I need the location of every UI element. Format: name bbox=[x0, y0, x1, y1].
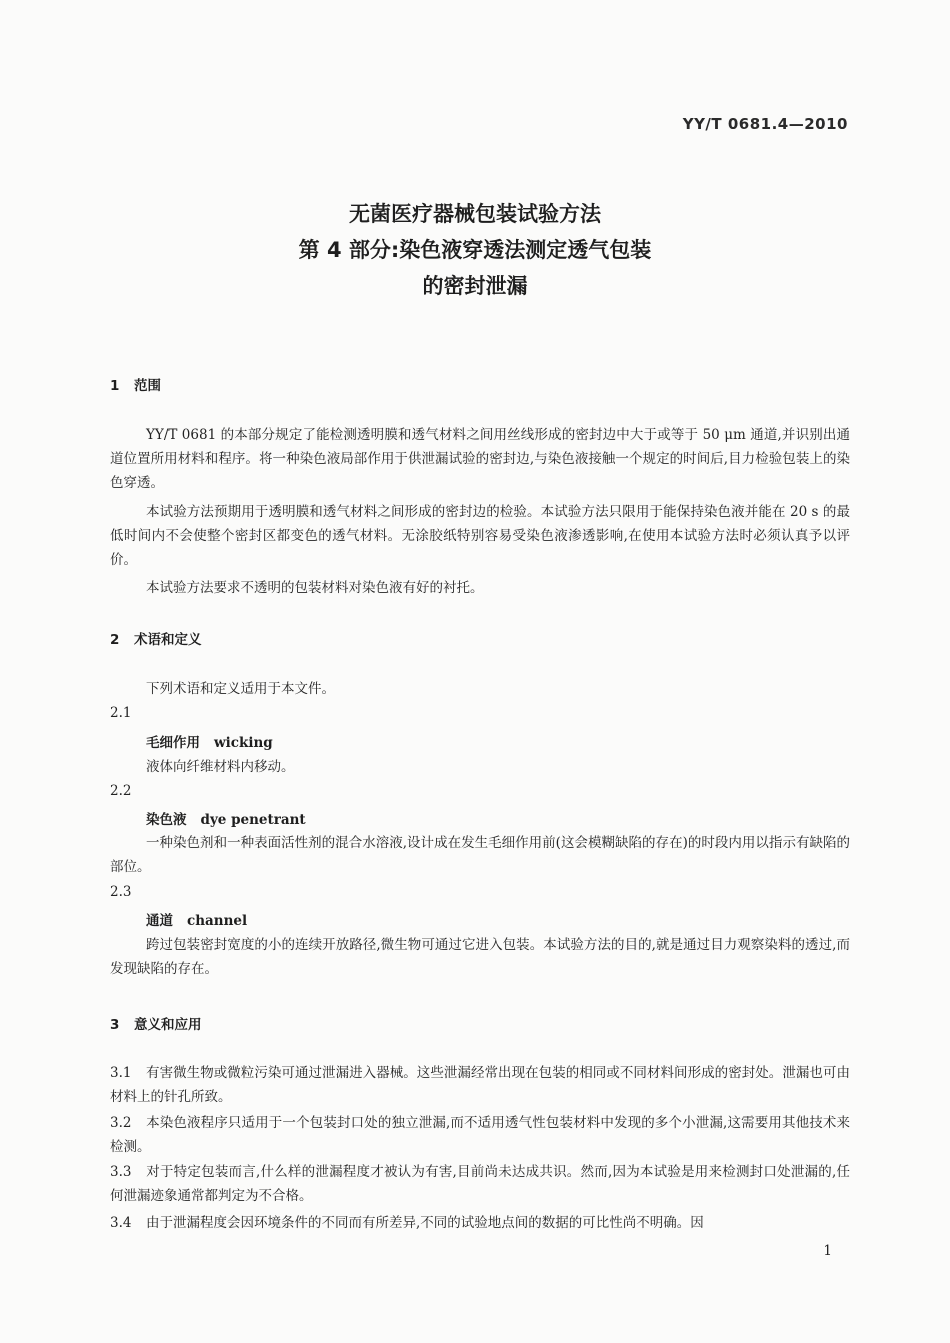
clause-text: 对于特定包装而言,什么样的泄漏程度才被认为有害,目前尚未达成共识。然而,因为本试验是用来检测封口处泄漏的,任何泄漏迹象通常都判定为不合格。 bbox=[110, 1164, 850, 1204]
clause-3-3 bbox=[110, 1160, 850, 1208]
clause-3-1 bbox=[110, 1061, 850, 1109]
term-definition: 一种染色剂和一种表面活性剂的混合水溶液,设计成在发生毛细作用前(这会模糊缺陷的存在)的时段内用以指示有缺陷的部位。 bbox=[110, 835, 850, 875]
section-title: 术语和定义 bbox=[134, 632, 202, 648]
term-number: 2.2 bbox=[110, 783, 132, 799]
clause-number: 3.1 bbox=[110, 1065, 132, 1081]
section-title: 范围 bbox=[134, 378, 161, 394]
term-heading bbox=[146, 808, 306, 828]
clause-number: 3.4 bbox=[110, 1215, 132, 1231]
clause-3-4 bbox=[110, 1211, 850, 1235]
title-line-2: 第 4 部分:染色液穿透法测定透气包装 bbox=[298, 238, 652, 262]
clause-number: 3.3 bbox=[110, 1164, 132, 1180]
section-number: 3 bbox=[110, 1017, 120, 1033]
term-chinese: 毛细作用 bbox=[146, 735, 200, 751]
term-heading bbox=[146, 731, 273, 751]
term-number: 2.1 bbox=[110, 705, 132, 721]
section-1-paragraph-2: 本试验方法预期用于透明膜和透气材料之间形成的密封边的检验。本试验方法只限用于能保持染色液并能在 20 s 的最低时间内不会使整个密封区都变色的透气材料。无涂胶纸特别容易受染色液渗透影响,在使用本试验方法时必须认真予以评价。 bbox=[110, 504, 850, 568]
term-heading bbox=[146, 909, 247, 929]
clause-text: 本染色液程序只适用于一个包装封口处的独立泄漏,而不适用透气性包装材料中发现的多个小泄漏,这需要用其他技术来检测。 bbox=[110, 1115, 850, 1155]
term-english: dye penetrant bbox=[200, 812, 306, 828]
term-english: channel bbox=[187, 913, 248, 929]
term-definition: 跨过包装密封宽度的小的连续开放路径,微生物可通过它进入包装。本试验方法的目的,就是通过目力观察染料的透过,而发现缺陷的存在。 bbox=[110, 937, 850, 977]
term-chinese: 染色液 bbox=[146, 812, 187, 828]
document-title bbox=[0, 196, 950, 304]
title-line-3: 的密封泄漏 bbox=[422, 274, 528, 298]
section-2-heading bbox=[110, 628, 202, 648]
document-code: YY/T 0681.4—2010 bbox=[682, 115, 848, 133]
term-number: 2.3 bbox=[110, 884, 132, 900]
section-1-paragraph-1: YY/T 0681 的本部分规定了能检测透明膜和透气材料之间用丝线形成的密封边中大于或等于 50 μm 通道,并识别出通道位置所用材料和程序。将一种染色液局部作用于供泄漏试验的密封边,与染色液接触一个规定的时间后,目力检验包装上的染色穿透。 bbox=[110, 427, 850, 491]
clause-3-2 bbox=[110, 1111, 850, 1159]
clause-number: 3.2 bbox=[110, 1115, 132, 1131]
title-line-1: 无菌医疗器械包装试验方法 bbox=[349, 202, 601, 226]
section-number: 1 bbox=[110, 378, 120, 394]
section-2-intro: 下列术语和定义适用于本文件。 bbox=[146, 681, 335, 697]
section-title: 意义和应用 bbox=[134, 1017, 202, 1033]
term-definition: 液体向纤维材料内移动。 bbox=[146, 759, 295, 775]
section-1-heading bbox=[110, 374, 161, 394]
term-english: wicking bbox=[214, 735, 273, 751]
page-number: 1 bbox=[823, 1243, 832, 1259]
clause-text: 有害微生物或微粒污染可通过泄漏进入器械。这些泄漏经常出现在包装的相同或不同材料间形成的密封处。泄漏也可由材料上的针孔所致。 bbox=[110, 1065, 850, 1105]
term-chinese: 通道 bbox=[146, 913, 173, 929]
section-1-paragraph-3: 本试验方法要求不透明的包装材料对染色液有好的衬托。 bbox=[146, 580, 484, 596]
section-3-heading bbox=[110, 1013, 202, 1033]
clause-text: 由于泄漏程度会因环境条件的不同而有所差异,不同的试验地点间的数据的可比性尚不明确。因 bbox=[146, 1215, 704, 1231]
section-number: 2 bbox=[110, 632, 120, 648]
